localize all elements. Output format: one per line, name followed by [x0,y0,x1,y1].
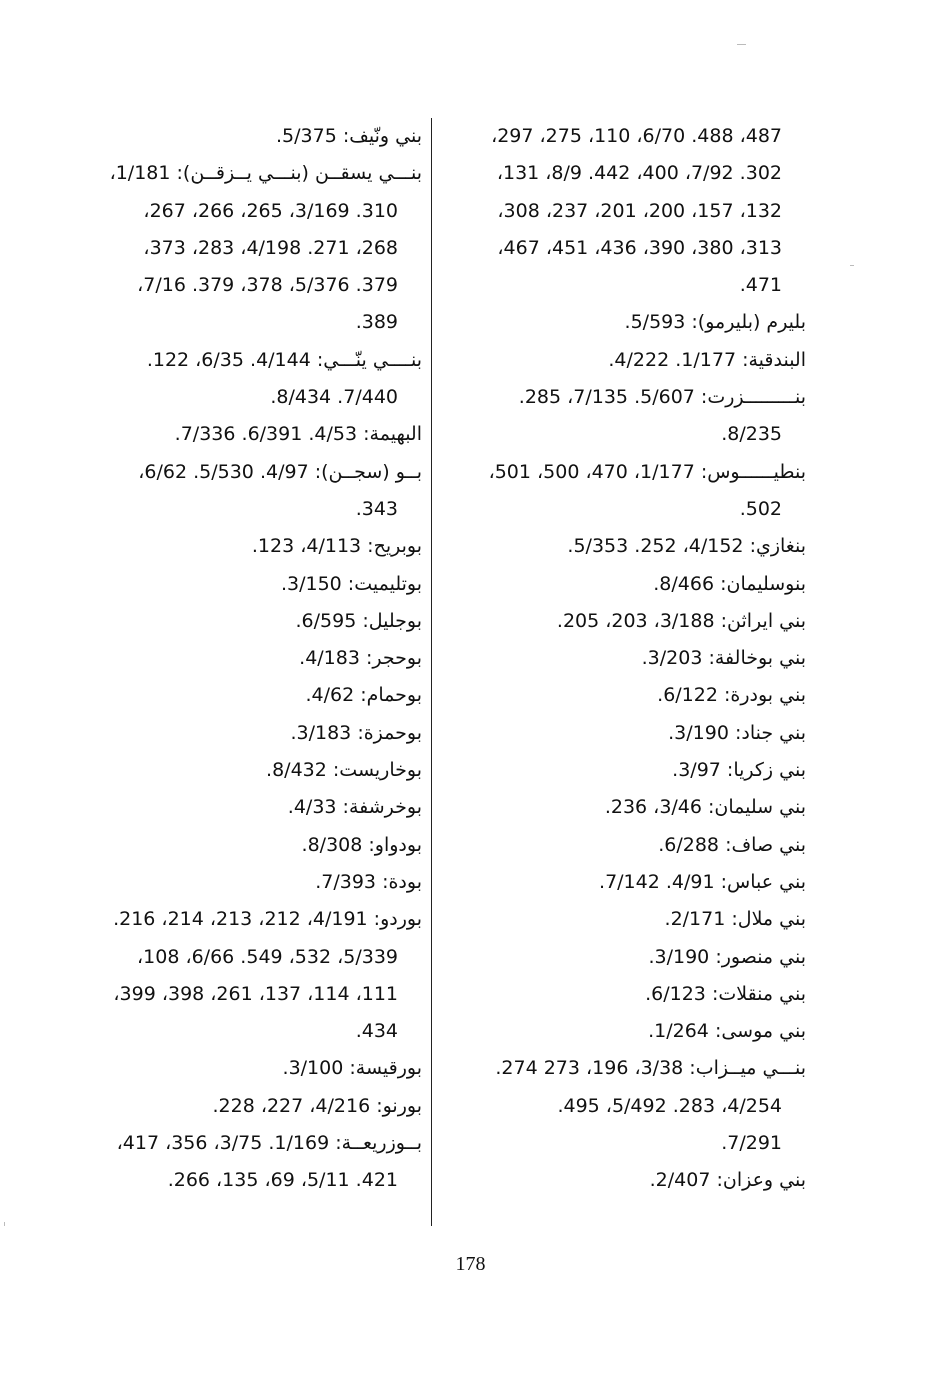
index-entry-line: 310. 3/169، 265، 266، 267، [143,199,398,222]
index-entry-line: بنـــي ميــزاب: 3/38، 196، 273 274. [495,1057,806,1080]
index-entry-line: 132، 157، 200، 201، 237، 308، [497,199,782,222]
index-entry-line: 434. [355,1020,398,1043]
index-entry-line: بوبريح: 4/113، 123. [251,535,422,558]
index-entry-line: بوخرشفة: 4/33. [287,796,422,819]
index-entry-line: بني سليمان: 3/46، 236. [604,796,806,819]
index-entry-line: بني زكريا: 3/97. [672,759,806,782]
scan-speck [850,265,854,266]
index-entry-line: بني جناد: 3/190. [668,721,806,744]
index-entry-line: بوحمزة: 3/183. [290,721,422,744]
index-entry-line: بنـــــــــزرت: 5/607. 7/135، 285. [518,386,806,409]
index-entry-line: 111، 114، 137، 261، 398، 399، [113,982,398,1005]
index-entry-line: بورقيسة: 3/100. [282,1057,422,1080]
index-entry-line: بني منصور: 3/190. [648,945,806,968]
index-entry-line: بني ايراثن: 3/188، 203، 205. [556,609,806,632]
index-entry-line: بنوسليمان: 8/466. [653,572,806,595]
index-entry-line: 7/440. 8/434. [270,386,398,409]
index-entry-line: 471. [739,274,782,297]
index-entry-line: 502. [739,497,782,520]
index-entry-line: 268، 271. 4/198، 283، 373، [143,236,398,259]
page-number: 178 [455,1253,486,1275]
index-entry-line: بني بوخالفة: 3/203. [641,647,806,670]
index-entry-line: البندقية: 1/177. 4/222. [608,348,806,371]
index-entry-line: بودة: 7/393. [315,870,422,893]
index-entry-line: بنطيــــــوس: 1/177، 470، 500، 501، [488,460,806,483]
index-entry-line: بليرم (بليرمو): 5/593. [624,311,806,334]
index-entry-line: بني منقلات: 6/123. [645,982,806,1005]
index-entry-line: بوحمام: 4/62. [305,684,422,707]
index-entry-line: بوجليل: 6/595. [295,609,422,632]
index-entry-line: بوحجر: 4/183. [299,647,422,670]
index-entry-line: 5/339، 532، 549. 6/66، 108، [137,945,398,968]
scan-speck [4,1222,5,1226]
index-entry-line: بني وعزان: 2/407. [649,1169,806,1192]
index-entry-line: بني بودرة: 6/122. [657,684,806,707]
index-entry-line: 313، 380، 390، 436، 451، 467، [497,236,782,259]
column-divider [431,118,432,1226]
index-entry-line: 379. 5/376، 378، 379. 7/16، [137,274,398,297]
index-entry-line: 302. 7/92، 400، 442. 8/9، 131، [496,162,782,185]
index-column-right [440,118,806,1200]
index-entry-line: بورنو: 4/216، 227، 228. [212,1094,422,1117]
index-entry-line: بنــــي ينّـــي: 4/144. 6/35، 122. [146,348,422,371]
index-entry-line: بني عباس: 4/91. 7/142. [599,870,806,893]
index-entry-line: 7/291. [721,1132,782,1155]
index-entry-line: بودواو: 8/308. [301,833,422,856]
index-entry-line: بني صاف: 6/288. [658,833,806,856]
index-entry-line: بني ملال: 2/171. [664,908,806,931]
index-entry-line: بني ونّيف: 5/375. [275,125,422,147]
index-entry-line: 8/235. [721,423,782,446]
index-entry-line: 389. [355,311,398,334]
index-entry-line: 421. 5/11، 69، 135، 266. [167,1169,398,1192]
index-entry-line: البهيمة: 4/53. 6/391. 7/336. [174,423,422,446]
scan-speck [737,44,746,45]
index-entry-line: 343. [355,497,398,520]
index-column-left [52,118,422,1200]
index-entry-line: بــو (سجــن): 4/97. 5/530. 6/62، [138,460,422,483]
index-entry-line: بــوزريعــة: 1/169. 3/75، 356، 417، [116,1132,422,1155]
index-entry-line: بوردو: 4/191، 212، 213، 214، 216. [113,908,422,931]
index-entry-line: 4/254، 283. 5/492، 495. [557,1094,782,1117]
index-entry-line: بني موسى: 1/264. [648,1020,806,1043]
index-entry-line: بنـــي يسقــن (بنـــي يــزقــن): 1/181، [109,162,422,185]
index-entry-line: بوتليميت: 3/150. [280,572,422,595]
index-entry-line: بوخاريست: 8/432. [266,759,422,782]
index-entry-line: بنغازي: 4/152، 252. 5/353. [567,535,806,558]
index-entry-line: 487، 488. 6/70، 110، 275، 297، [491,125,782,147]
